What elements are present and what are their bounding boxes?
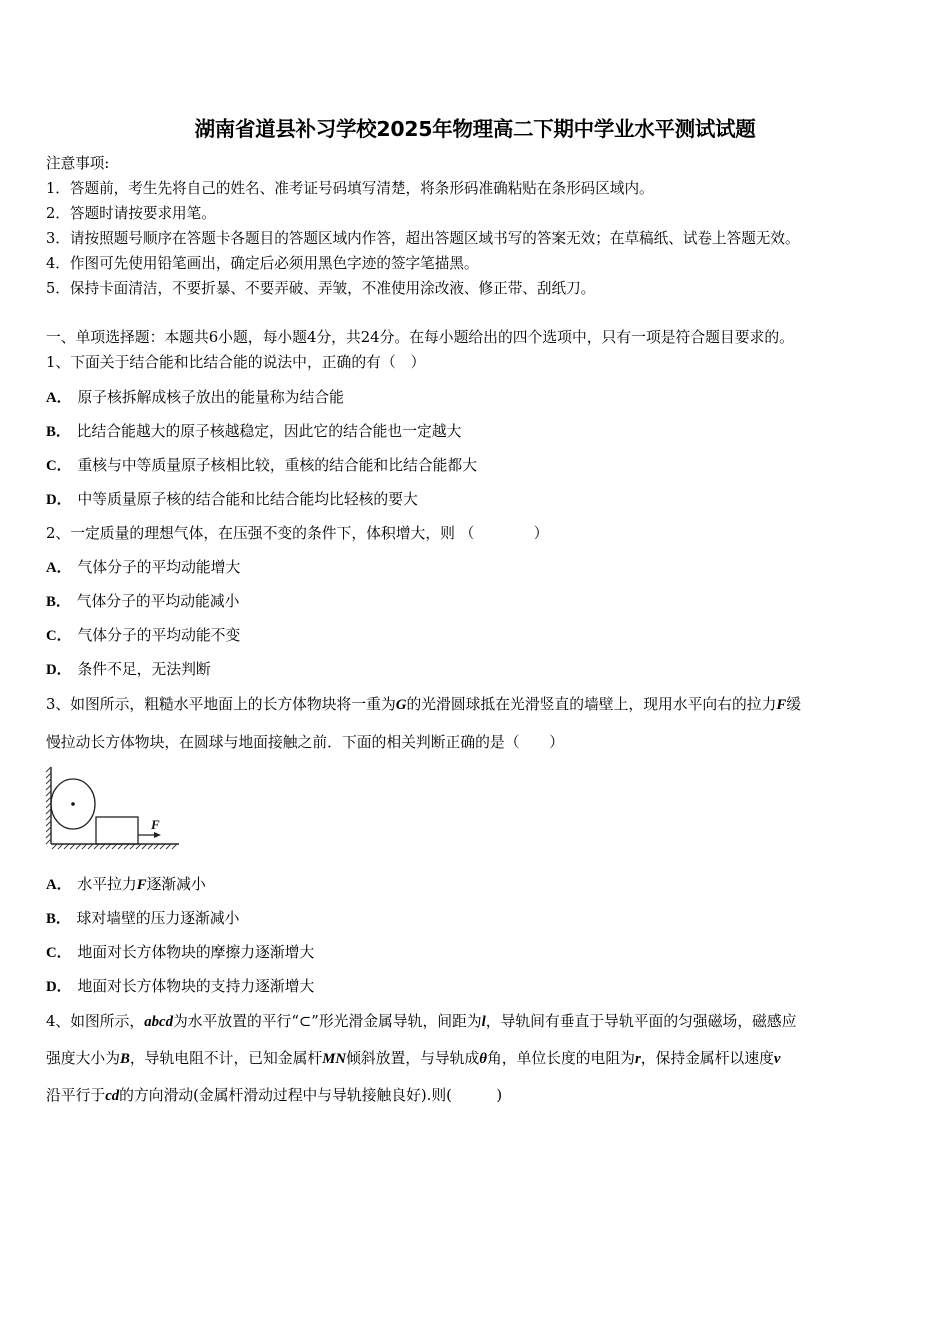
- option-label: B．: [46, 594, 71, 610]
- question-3-option-c: [46, 941, 314, 962]
- question-2-option-a: [46, 556, 240, 577]
- variable-mn: MN: [322, 1051, 347, 1067]
- variable-g: G: [395, 697, 407, 713]
- variable-l: l: [481, 1014, 486, 1030]
- question-1-option-d: [46, 488, 418, 509]
- option-text: 比结合能越大的原子核越稳定，因此它的结合能也一定越大: [76, 423, 462, 440]
- option-text: 地面对长方体物块的摩擦力逐渐增大: [77, 944, 315, 961]
- page-title: 湖南省道县补习学校2025年物理高二下期中学业水平测试试题: [194, 117, 756, 141]
- question-1-option-a: [46, 386, 344, 407]
- variable-b: B: [120, 1051, 130, 1067]
- question-1-stem: 1、下面关于结合能和比结合能的说法中，正确的有（ ）: [46, 354, 426, 371]
- option-text: 气体分子的平均动能增大: [77, 559, 241, 576]
- option-label: C．: [46, 945, 72, 961]
- stem-text: 强度大小为: [46, 1050, 120, 1067]
- option-text: 原子核拆解成核子放出的能量称为结合能: [77, 389, 344, 406]
- question-2-stem: 2、一定质量的理想气体，在压强不变的条件下，体积增大，则 （ ）: [46, 525, 549, 542]
- option-label: C．: [46, 458, 72, 474]
- question-2-option-c: [46, 624, 240, 645]
- variable-theta: θ: [479, 1051, 487, 1067]
- stem-text: 角，单位长度的电阻为: [486, 1050, 635, 1067]
- option-text: 球对墙壁的压力逐渐减小: [76, 910, 240, 927]
- question-3-option-a: [46, 873, 206, 894]
- notice-item-5: 5．保持卡面清洁，不要折暴、不要弄破、弄皱，不准使用涂改液、修正带、刮纸刀。: [46, 280, 596, 297]
- option-label: C．: [46, 628, 72, 644]
- option-label: B．: [46, 911, 71, 927]
- question-4-stem-line-2: [46, 1047, 780, 1068]
- stem-text: ，保持金属杆以速度: [640, 1050, 774, 1067]
- option-text: 逐渐减小: [146, 876, 206, 893]
- option-label: D．: [46, 492, 72, 508]
- option-label: A．: [46, 560, 72, 576]
- notice-item-4: 4．作图可先使用铅笔画出，确定后必须用黑色字迹的签字笔描黑。: [46, 255, 479, 272]
- question-1-option-b: [46, 420, 461, 441]
- option-text: 重核与中等质量原子核相比较，重核的结合能和比结合能都大: [77, 457, 478, 474]
- question-3-stem-line-1: [46, 693, 801, 714]
- notice-heading: 注意事项:: [46, 155, 110, 172]
- question-2-option-d: [46, 658, 211, 679]
- stem-text: ，导轨间有垂直于导轨平面的匀强磁场，磁感应: [485, 1013, 797, 1030]
- stem-text: 缓: [786, 696, 802, 713]
- notice-item-2: 2．答题时请按要求用笔。: [46, 205, 216, 222]
- variable-f: F: [136, 877, 147, 893]
- option-label: B．: [46, 424, 71, 440]
- option-text: 条件不足，无法判断: [77, 661, 211, 678]
- notice-item-1: 1．答题前，考生先将自己的姓名、准考证号码填写清楚，将条形码准确粘贴在条形码区域内。: [46, 180, 654, 197]
- stem-text: 的光滑圆球抵在光滑竖直的墙壁上，现用水平向右的拉力: [406, 696, 777, 713]
- stem-text: ，导轨电阻不计，已知金属杆: [129, 1050, 323, 1067]
- stem-text: 为水平放置的平行“⊂”形光滑金属导轨，间距为: [172, 1013, 482, 1030]
- section-heading: 一、单项选择题：本题共6小题，每小题4分，共24分。在每小题给出的四个选项中，只有一项是符合题目要求的。: [46, 329, 794, 346]
- stem-text: 倾斜放置，与导轨成: [346, 1050, 480, 1067]
- stem-text: 的方向滑动(金属杆滑动过程中与导轨接触良好).则( ): [119, 1087, 503, 1104]
- option-text: 气体分子的平均动能减小: [76, 593, 240, 610]
- question-3-stem-line-2: 慢拉动长方体物块，在圆球与地面接触之前．下面的相关判断正确的是（ ）: [46, 734, 564, 751]
- physics-diagram-icon: [44, 764, 184, 854]
- option-label: D．: [46, 662, 72, 678]
- question-3-option-d: [46, 975, 314, 996]
- question-1-option-c: [46, 454, 477, 475]
- variable-r: r: [634, 1051, 641, 1067]
- variable-cd: cd: [105, 1088, 120, 1104]
- question-3-option-b: [46, 907, 239, 928]
- option-text: 中等质量原子核的结合能和比结合能均比轻核的要大: [77, 491, 418, 508]
- option-text: 水平拉力: [77, 876, 137, 893]
- stem-text: 3、如图所示，粗糙水平地面上的长方体物块将一重为: [46, 696, 396, 713]
- variable-v: v: [773, 1051, 781, 1067]
- notice-item-3: 3．请按照题号顺序在答题卡各题目的答题区域内作答，超出答题区域书写的答案无效；在草稿纸、试卷上答题无效。: [46, 230, 800, 247]
- variable-f: F: [776, 697, 787, 713]
- option-label: D．: [46, 979, 72, 995]
- question-4-stem-line-1: [46, 1010, 797, 1031]
- option-label: A．: [46, 877, 72, 893]
- stem-text: 4、如图所示，: [46, 1013, 145, 1030]
- svg-text:F: F: [151, 817, 160, 832]
- option-label: A．: [46, 390, 72, 406]
- option-text: 地面对长方体物块的支持力逐渐增大: [77, 978, 315, 995]
- question-2-option-b: [46, 590, 239, 611]
- question-4-stem-line-3: [46, 1084, 502, 1105]
- figure-ball-block-wall: [44, 764, 184, 854]
- stem-text: 沿平行于: [46, 1087, 106, 1104]
- variable-abcd: abcd: [144, 1014, 173, 1030]
- option-text: 气体分子的平均动能不变: [77, 627, 241, 644]
